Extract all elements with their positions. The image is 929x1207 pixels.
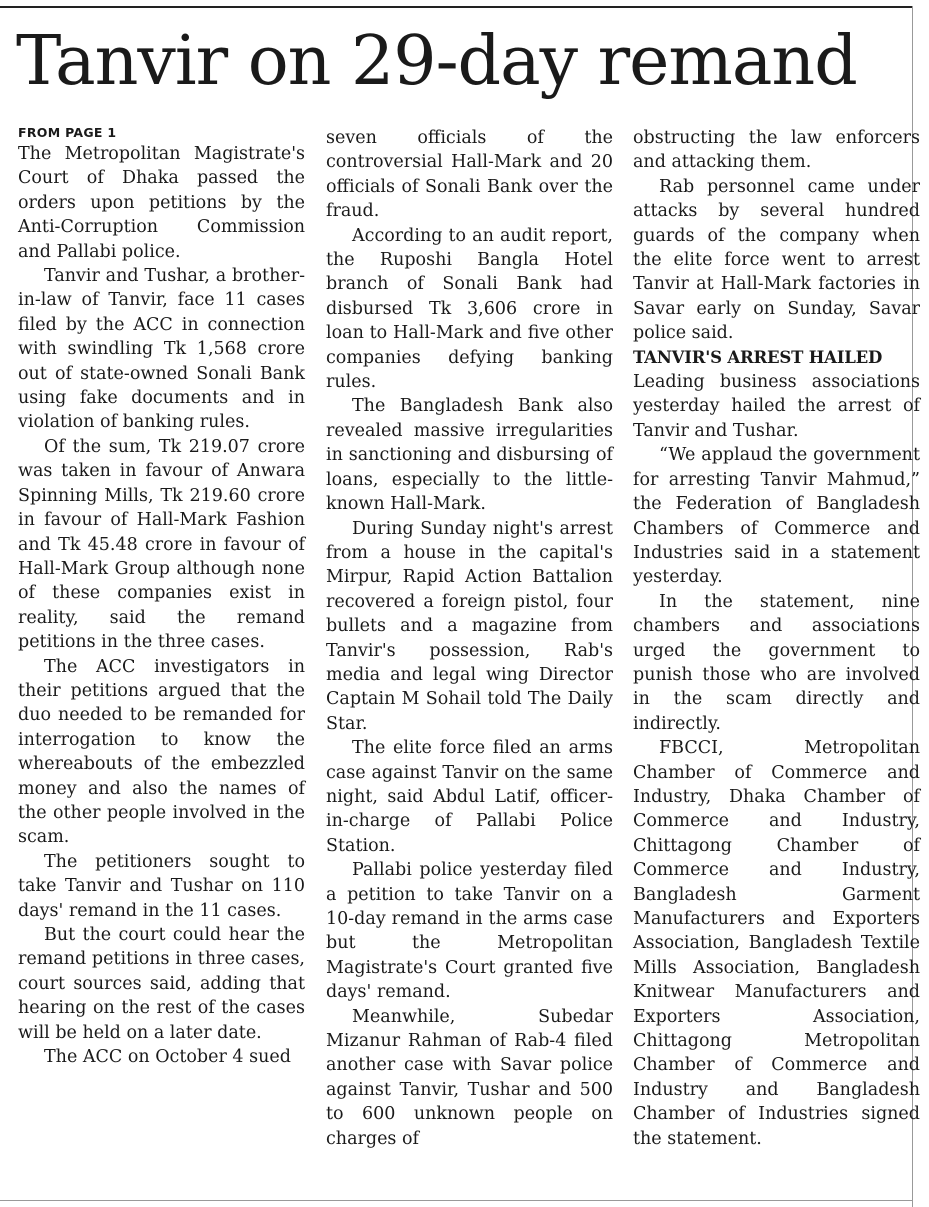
column-1: [18, 126, 305, 1069]
paragraph: obstructing the law enforcers and attacking them.: [633, 128, 920, 173]
column-2: [326, 126, 613, 1151]
paragraph: The elite force filed an arms case against Tanvir on the same night, said Abdul Latif, officer-in-charge of Pallabi Police Station.: [326, 738, 613, 856]
paragraph: Meanwhile, Subedar Mizanur Rahman of Rab-4 filed another case with Savar police against Tanvir, Tushar and 500 to 600 unknown people on charges of: [326, 1006, 613, 1149]
paragraph: The Bangladesh Bank also revealed massive irregularities in sanctioning and disbursing of loans, especially to the little-known Hall-Mark.: [326, 396, 613, 515]
paragraph: “We applaud the government for arresting Tanvir Mahmud,” the Federation of Bangladesh Chambers of Commerce and Industries said in a statement yesterday.: [633, 445, 920, 588]
paragraph: Rab personnel came under attacks by several hundred guards of the company when the elite force went to arrest Tanvir at Hall-Mark factories in Savar early on Sunday, Savar police said.: [633, 176, 920, 344]
bottom-rule: [0, 1200, 912, 1201]
paragraph: Of the sum, Tk 219.07 crore was taken in favour of Anwara Spinning Mills, Tk 219.60 crore in favour of Hall-Mark Fashion and Tk 45.48 crore in favour of Hall-Mark Group although none of these companies exist in reality, said the remand petitions in the three cases.: [18, 436, 305, 653]
paragraph: seven officials of the controversial Hall-Mark and 20 officials of Sonali Bank over the fraud.: [326, 128, 613, 222]
paragraph: The ACC on October 4 sued: [44, 1047, 291, 1068]
paragraph: According to an audit report, the Ruposhi Bangla Hotel branch of Sonali Bank had disbursed Tk 3,606 crore in loan to Hall-Mark and five other companies defying banking rules.: [326, 225, 613, 393]
paragraph: In the statement, nine chambers and associations urged the government to punish those who are involved in the scam directly and indirectly.: [633, 591, 920, 734]
column-3: [633, 126, 920, 1151]
paragraph: The petitioners sought to take Tanvir and Tushar on 110 days' remand in the 11 cases.: [18, 851, 305, 921]
paragraph: Tanvir and Tushar, a brother-in-law of Tanvir, face 11 cases filed by the ACC in connection with swindling Tk 1,568 crore out of state-owned Sonali Bank using fake documents and in violation of banking rules.: [18, 266, 305, 433]
paragraph: But the court could hear the remand petitions in three cases, court sources said, adding that hearing on the rest of the cases will be held on a later date.: [18, 925, 305, 1043]
paragraph: Pallabi police yesterday filed a petition to take Tanvir on a 10-day remand in the arms case but the Metropolitan Magistrate's Court granted five days' remand.: [326, 860, 613, 1003]
subheading: TANVIR'S ARREST HAILED: [633, 347, 883, 367]
paragraph: The ACC investigators in their petitions argued that the duo needed to be remanded for interrogation to know the whereabouts of the embezzled money and also the names of the other people involved in the scam.: [18, 656, 305, 848]
dateline: FROM PAGE 1: [18, 125, 117, 140]
paragraph: During Sunday night's arrest from a house in the capital's Mirpur, Rapid Action Battalion recovered a foreign pistol, four bullets and a magazine from Tanvir's possession, Rab's media and legal wing Director Captain M Sohail told The Daily Star.: [326, 518, 613, 734]
headline: Tanvir on 29-day remand: [16, 22, 857, 101]
paragraph: FBCCI, Metropolitan Chamber of Commerce and Industry, Dhaka Chamber of Commerce and Industry, Chittagong Chamber of Commerce and Industry, Bangladesh Garment Manufacturers and Exporters Association, Bangladesh Textile Mills Association, Bangladesh Knitwear Manufacturers and Exporters Association, Chittagong Metropolitan Chamber of Commerce and Industry and Bangladesh Chamber of Industries signed the statement.: [633, 738, 920, 1149]
paragraph: Leading business associations yesterday hailed the arrest of Tanvir and Tushar.: [633, 372, 920, 441]
top-rule: [0, 6, 912, 8]
paragraph: The Metropolitan Magistrate's Court of Dhaka passed the orders upon petitions by the Anti-Corruption Commission and Pallabi police.: [18, 144, 305, 262]
